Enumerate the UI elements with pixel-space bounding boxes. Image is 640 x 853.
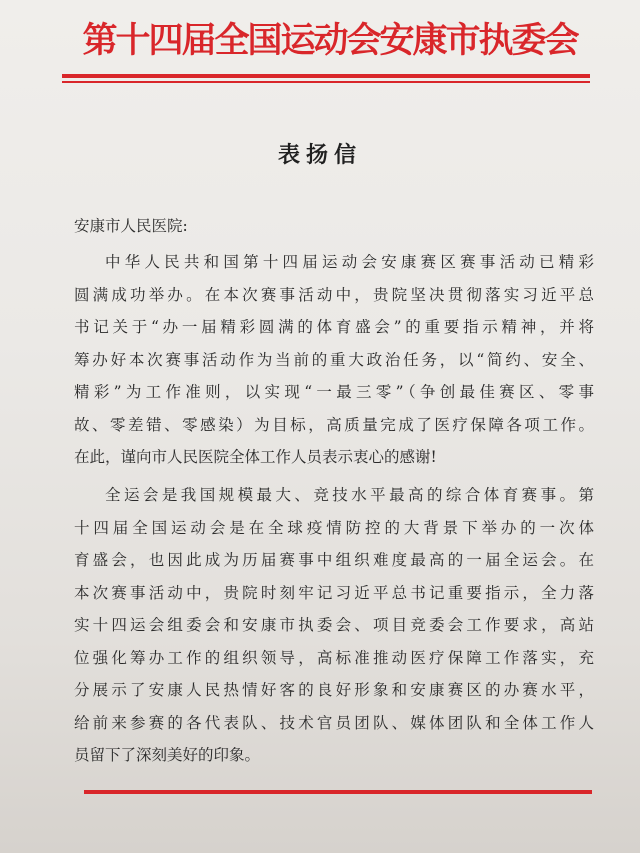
paragraph-line: 书记关于“办一届精彩圆满的体育盛会”的重要指示精神，并将	[74, 318, 594, 336]
paragraph-line: 精彩”为工作准则，以实现“一最三零”（争创最佳赛区、零事	[74, 383, 594, 401]
paragraph-line: 故、零差错、零感染）为目标，高质量完成了医疗保障各项工作。	[74, 415, 594, 434]
paragraph-line: 全运会是我国规模最大、竞技水平最高的综合体育赛事。第	[105, 486, 594, 504]
paragraph-1	[74, 246, 594, 474]
footer-rule	[84, 790, 592, 794]
paragraph-2	[74, 479, 594, 772]
paragraph-line: 分展示了安康人民热情好客的良好形象和安康赛区的办赛水平，	[74, 681, 594, 699]
letterhead-rule-thin	[62, 81, 590, 83]
paragraph-line: 十四届全国运动会是在全球疫情防控的大背景下举办的一次体	[74, 518, 594, 537]
paragraph-line: 中华人民共和国第十四届运动会安康赛区赛事活动已精彩	[105, 253, 594, 271]
paragraph-line: 在此，谨向市人民医院全体工作人员表示衷心的感谢!	[74, 448, 437, 466]
paragraph-line: 圆满成功举办。在本次赛事活动中，贵院坚决贯彻落实习近平总	[74, 285, 594, 304]
paragraph-line: 给前来参赛的各代表队、技术官员团队、媒体团队和全体工作人	[74, 713, 594, 732]
paragraph-line: 育盛会，也因此成为历届赛事中组织难度最高的一届全运会。在	[74, 551, 594, 569]
paragraph-line: 位强化筹办工作的组织领导，高标准推动医疗保障工作落实，充	[74, 648, 594, 667]
paragraph-line: 本次赛事活动中，贵院时刻牢记习近平总书记重要指示，全力落	[74, 583, 594, 602]
paragraph-line: 筹办好本次赛事活动作为当前的重大政治任务，以“简约、安全、	[74, 350, 594, 369]
paragraph-line: 员留下了深刻美好的印象。	[74, 746, 261, 764]
paragraph-line: 实十四运会组委会和安康市执委会、项目竞委会工作要求，高站	[74, 616, 594, 634]
letterhead-rule-thick	[62, 74, 590, 78]
letterhead-org-name: 第十四届全国运动会安康市执委会	[82, 20, 578, 61]
document-title: 表扬信	[277, 142, 362, 168]
salutation: 安康市人民医院:	[74, 217, 188, 235]
